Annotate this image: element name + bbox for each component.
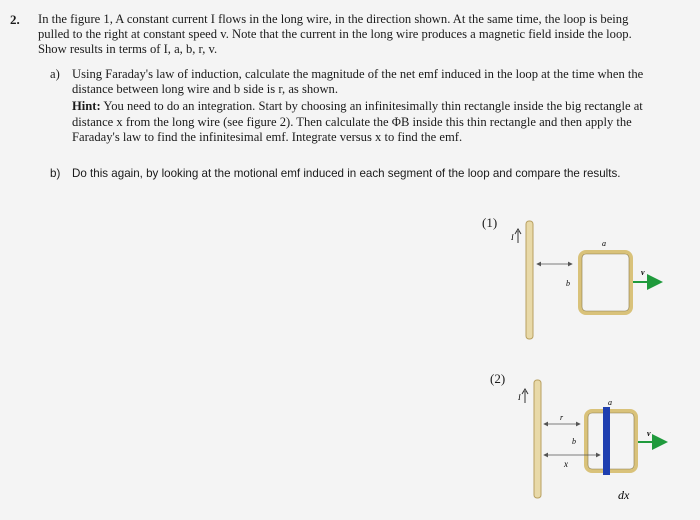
question-intro: In the figure 1, A constant current I flows in the long wire, in the direction shown. At the same time, the loop is being pulled to the right at constant speed v. Note that the current in the long wire produces a magnetic field inside the loop. Show results in terms of I, a, b, r, v.	[38, 12, 632, 57]
a-label-2: a	[608, 398, 612, 407]
x-label-2: x	[564, 459, 568, 469]
v-label-1: v	[641, 268, 645, 277]
long-wire	[526, 221, 533, 339]
current-label-1: I	[511, 233, 514, 242]
figure-1	[510, 221, 659, 339]
hint-text: You need to do an integration. Start by choosing an infinitesimally thin rectangle inside the big rectangle at distance x from the long wire (see figure 2). Then calculate the ΦB inside this thin rectangle and then apply the Faraday's law to find the infinitesimal emf. Integrate versus x to find the emf.	[72, 99, 643, 144]
long-wire-2	[534, 380, 541, 498]
v-label-2: v	[647, 429, 651, 438]
loop-1	[580, 252, 631, 313]
a-label-1: a	[602, 239, 606, 248]
figure-1-label: (1)	[482, 215, 498, 230]
part-a-text: Using Faraday's law of induction, calculate the magnitude of the net emf induced in the loop at the time when the distance between long wire and b side is r, as shown.	[72, 67, 644, 97]
r-label-2: r	[560, 413, 564, 422]
figure-2-label: (2)	[490, 371, 506, 386]
loop-2	[586, 411, 636, 471]
part-b-label: b)	[50, 167, 61, 180]
hint-label: Hint:	[72, 99, 101, 114]
b-label-2: b	[572, 437, 576, 446]
part-b-text: Do this again, by looking at the motional emf induced in each segment of the loop and compare the results.	[72, 167, 621, 180]
dx-label: dx	[618, 488, 630, 502]
part-a-label: a)	[50, 67, 60, 81]
current-label-2: I	[518, 393, 521, 402]
question-number: 2.	[10, 12, 20, 27]
figure-2	[517, 380, 664, 502]
thin-strip-dx	[603, 407, 610, 475]
b-label-1: b	[566, 279, 570, 288]
current-arrow-icon-2	[522, 389, 528, 403]
current-arrow-icon	[515, 229, 521, 243]
